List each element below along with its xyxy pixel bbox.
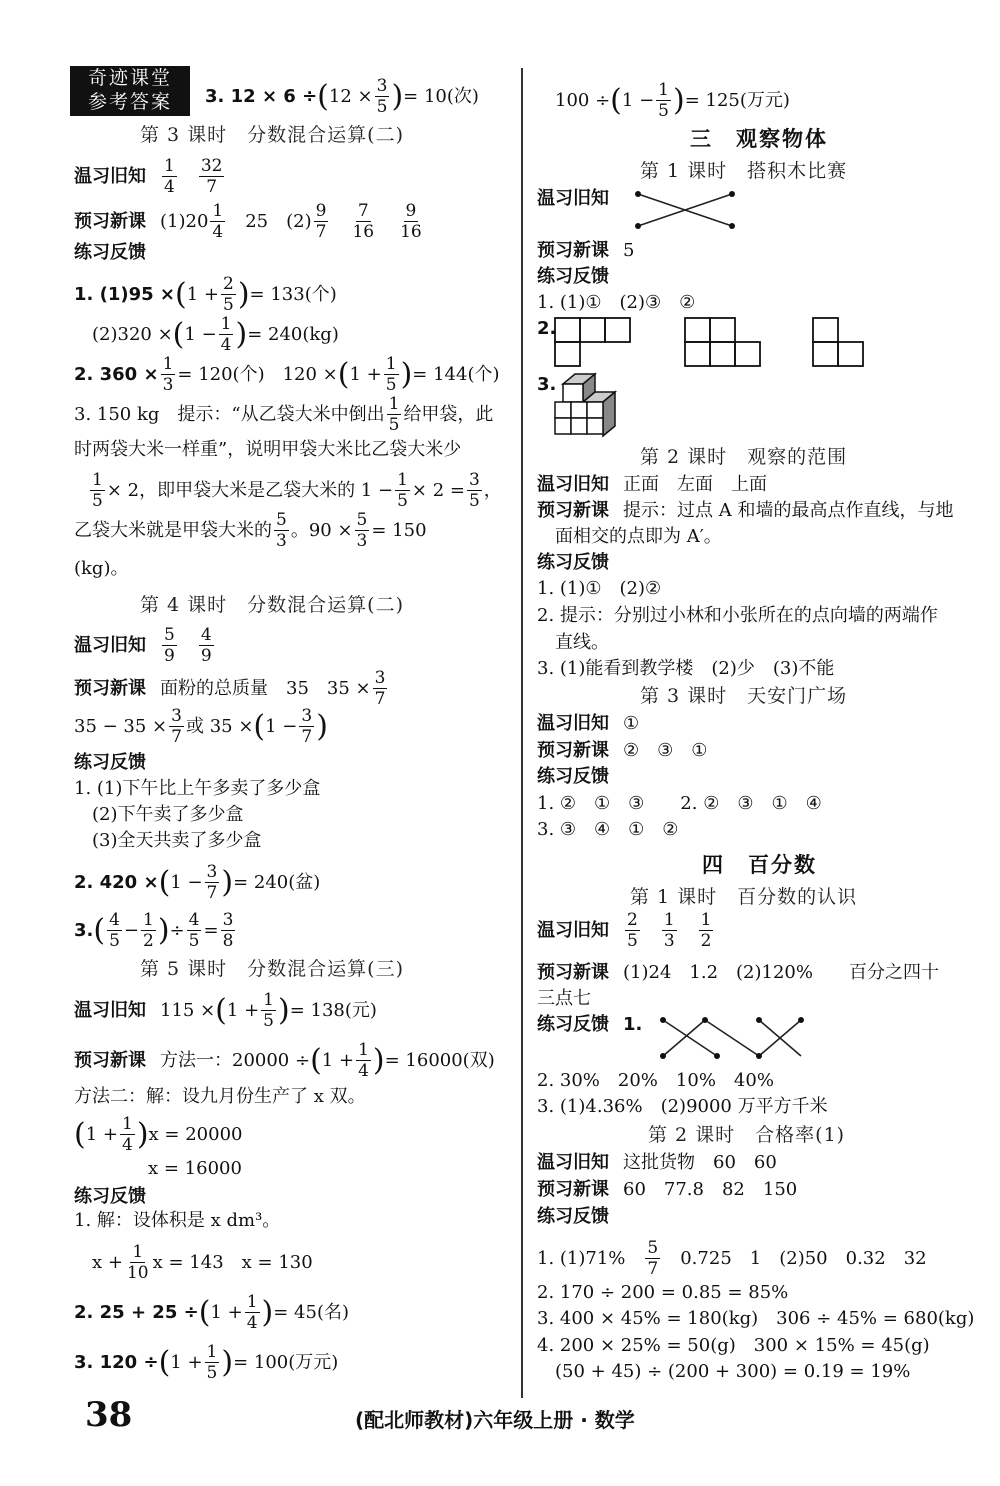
footer-text: (配北师教材)六年级上册 · 数学 <box>355 1408 635 1432</box>
r42-practice-label: 练习反馈 <box>537 1206 609 1227</box>
r32-q1: 1. (1)① (2)② <box>537 578 662 599</box>
s4-q2: 2. 420 ×(1 − $\frac{3}{7}$ )= 240(盆) <box>74 862 321 903</box>
s5-method2-eq2: x = 16000 <box>148 1158 242 1179</box>
r41-q2: 2. 30% 20% 10% 40% <box>537 1070 774 1091</box>
section-3-title: 三 观察物体 <box>690 127 828 151</box>
r41-review: 温习旧知 $\frac{2}{5}$ $\frac{1}{3}$ $\frac{1}{2}$ <box>537 910 712 951</box>
s3-q3-line4: 乙袋大米就是甲袋大米的 $\frac{5}{3}$ 。90 × $\frac{5}{3}$ = 150 <box>74 510 427 551</box>
lesson-title-4-2: 第 2 课时 合格率(1) <box>648 1124 846 1146</box>
r42-q4: 4. 200 × 25% = 50(g) 300 × 15% = 45(g) <box>537 1335 930 1356</box>
s3-q3-line2: 时两袋大米一样重”，说明甲袋大米比乙袋大米少 <box>74 439 462 460</box>
r42-q1: 1. (1)71% $\frac{5}{7}$ 0.725 1 (2)50 0.32 32 <box>537 1238 927 1279</box>
r32-preview-2: 面相交的点即为 A′。 <box>555 526 722 547</box>
s3-practice-label: 练习反馈 <box>74 242 146 263</box>
badge-line-1: 奇迹课堂 <box>87 67 172 89</box>
r33-review: 温习旧知 ① <box>537 713 640 734</box>
r32-preview: 预习新课 提示：过点 A 和墙的最高点作直线，与地 <box>537 500 954 521</box>
r31-q1: 1. (1)① (2)③ ② <box>537 292 696 313</box>
r42-preview: 预习新课 60 77.8 82 150 <box>537 1179 798 1200</box>
lesson-title-4-1: 第 1 课时 百分数的认识 <box>630 886 858 908</box>
s5-q1a: 1. 解：设体积是 x dm³。 <box>74 1210 281 1231</box>
r42-q4b: (50 + 45) ÷ (200 + 300) = 0.19 = 19% <box>555 1361 911 1382</box>
s4-practice-label: 练习反馈 <box>74 752 146 773</box>
s5-method2-eq1: (1 + $\frac{1}{4}$ )x = 20000 <box>74 1114 243 1155</box>
lesson-title-5: 第 5 课时 分数混合运算(三) <box>140 958 404 980</box>
s4-preview-2: 35 − 35 × $\frac{3}{7}$ 或 35 ×(1 − $\frac{3}{7}$ ) <box>74 706 328 747</box>
r31-matching-lines <box>632 184 762 234</box>
r41-practice: 练习反馈 1. <box>537 1014 643 1035</box>
s4-q1b: (2)下午卖了多少盒 <box>92 804 244 825</box>
r41-q3: 3. (1)4.36% (2)9000 万平方千米 <box>537 1096 828 1117</box>
lesson-title-4: 第 4 课时 分数混合运算(二) <box>140 594 404 616</box>
r42-q2: 2. 170 ÷ 200 = 0.85 = 85% <box>537 1282 789 1303</box>
r31-practice-label: 练习反馈 <box>537 266 609 287</box>
s5-q3: 3. 120 ÷(1 + $\frac{1}{5}$ )= 100(万元) <box>74 1342 339 1383</box>
s3-q1a: 1. (1)95 ×(1 + $\frac{2}{5}$ )= 133(个) <box>74 274 337 315</box>
s5-method2: 方法二：解：设九月份生产了 x 双。 <box>74 1086 366 1107</box>
section-4-title: 四 百分数 <box>702 853 817 877</box>
s3-preview: 预习新课 (1)20 $\frac{1}{4}$ 25 (2) $\frac{9}{7}$ $\frac{7}{16}$ $\frac{9}{16}$ <box>74 201 422 242</box>
s4-review: 温习旧知 $\frac{5}{9}$ $\frac{4}{9}$ <box>74 625 212 666</box>
r31-q3-cubes <box>555 372 635 438</box>
s3-q3-line3: $\frac{1}{5}$ × 2，即甲袋大米是乙袋大米的 1 − $\frac{1}{5}$ × 2 = $\frac{3}{5}$ ， <box>92 470 502 511</box>
lesson-title-3: 第 3 课时 分数混合运算(二) <box>140 124 404 146</box>
r41-matching-lines <box>655 1012 815 1064</box>
r42-review: 温习旧知 这批货物 60 60 <box>537 1152 777 1173</box>
r33-practice-label: 练习反馈 <box>537 766 609 787</box>
r31-review-label: 温习旧知 <box>537 188 609 209</box>
lesson-title-3-2: 第 2 课时 观察的范围 <box>640 446 848 468</box>
s3-q3-line1: 3. 150 kg 提示：“从乙袋大米中倒出 $\frac{1}{5}$ 给甲袋，此 <box>74 394 494 435</box>
r33-preview: 预习新课 ② ③ ① <box>537 740 708 761</box>
s4-preview: 预习新课 面粉的总质量 35 35 × $\frac{3}{7}$ <box>74 668 386 709</box>
r42-q3: 3. 400 × 45% = 180(kg) 306 ÷ 45% = 680(kg) <box>537 1308 975 1329</box>
r32-review: 温习旧知 正面 左面 上面 <box>537 474 767 495</box>
s5-preview: 预习新课 方法一：20000 ÷(1 + $\frac{1}{4}$ )= 16000(双) <box>74 1040 495 1081</box>
s4-q3: 3.( $\frac{4}{5}$ − $\frac{1}{2}$ )÷ $\frac{4}{5}$ = $\frac{3}{8}$ <box>74 910 234 951</box>
s3-q2: 2. 360 × $\frac{1}{3}$ = 120(个) 120 ×(1 + $\frac{1}{5}$ )= 144(个) <box>74 354 500 395</box>
left-top-line: 3. 12 × 6 ÷(12 × $\frac{3}{5}$ )= 10(次) <box>205 76 479 117</box>
s4-q1a: 1. (1)下午比上午多卖了多少盒 <box>74 778 321 799</box>
r31-preview: 预习新课 5 <box>537 240 635 261</box>
r31-q3-label: 3. <box>537 374 557 395</box>
s3-q1b: (2)320 ×(1 − $\frac{1}{4}$ )= 240(kg) <box>92 314 339 355</box>
lesson-title-3-1: 第 1 课时 搭积木比赛 <box>640 160 848 182</box>
s5-review: 温习旧知 115 ×(1 + $\frac{1}{5}$ )= 138(元) <box>74 990 377 1031</box>
s3-review: 温习旧知 $\frac{1}{4}$ $\frac{32}{7}$ <box>74 156 223 197</box>
lesson-title-3-3: 第 3 课时 天安门广场 <box>640 685 848 707</box>
s5-q1b: x + $\frac{1}{10}$ x = 143 x = 130 <box>92 1242 313 1283</box>
r32-practice-label: 练习反馈 <box>537 552 609 573</box>
s5-practice-label: 练习反馈 <box>74 1186 146 1207</box>
s4-q1c: (3)全天共卖了多少盒 <box>92 830 262 851</box>
badge-line-2: 参考答案 <box>87 91 172 113</box>
r31-q2-views <box>555 318 875 370</box>
r33-q1: 1. ② ① ③ 2. ② ③ ① ④ <box>537 793 822 814</box>
column-divider <box>521 68 523 1398</box>
r32-q2b: 直线。 <box>555 632 609 653</box>
answer-badge <box>70 66 190 116</box>
r41-preview-2: 三点七 <box>537 988 591 1009</box>
right-top-line: 100 ÷(1 − $\frac{1}{5}$ )= 125(万元) <box>555 80 790 121</box>
page-number: 38 <box>85 1395 133 1435</box>
r32-q2a: 2. 提示：分别过小林和小张所在的点向墙的两端作 <box>537 605 938 626</box>
r41-preview: 预习新课 (1)24 1.2 (2)120% 百分之四十 <box>537 962 939 983</box>
r33-q3: 3. ③ ④ ① ② <box>537 819 679 840</box>
s3-q3-line5: (kg)。 <box>74 558 129 579</box>
s5-q2: 2. 25 + 25 ÷(1 + $\frac{1}{4}$ )= 45(名) <box>74 1292 349 1333</box>
r32-q3: 3. (1)能看到教学楼 (2)少 (3)不能 <box>537 658 835 679</box>
r31-q2-label: 2. <box>537 318 557 339</box>
